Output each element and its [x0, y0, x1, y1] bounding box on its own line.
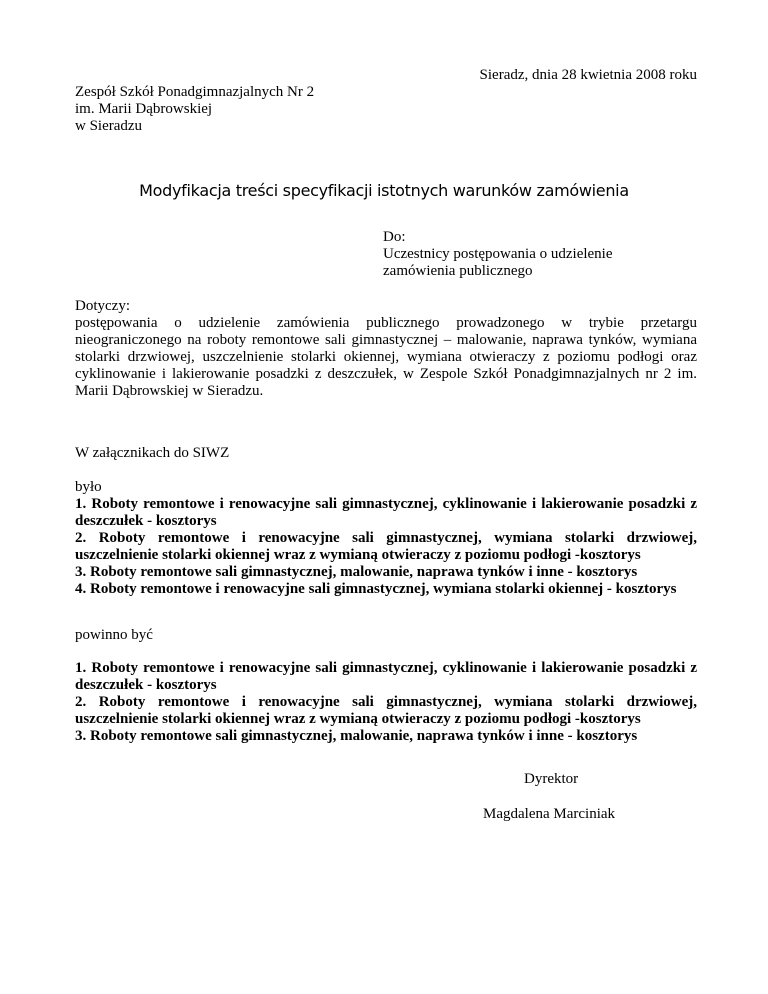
recipient-block: [383, 229, 613, 280]
concern-text: postępowania o udzielenie zamówienia publicznego prowadzonego w trybie przetargu nieograniczonego na roboty remontowe sali gimnastycznej – malowanie, naprawa tynków, wymiana stolarki drzwiowej, uszczelnienie stolarki okiennej, wymiana otwieraczy z poziomu podłogi oraz cyklinowanie i lakierowanie posadzki z deszczułek, w Zespole Szkół Ponadgimnazjalnych nr 2 im. Marii Dąbrowskiej w Sieradzu.: [75, 315, 697, 399]
signature-name: Magdalena Marciniak: [483, 806, 616, 822]
was-label: było: [75, 479, 102, 495]
was-item: 3. Roboty remontowe sali gimnastycznej, malowanie, naprawa tynków i inne - kosztorys: [75, 564, 638, 580]
recipient-line: zamówienia publicznego: [383, 263, 533, 279]
should-be-label: powinno być: [75, 627, 153, 643]
sender-address: [75, 84, 314, 135]
concern-label: Dotyczy:: [75, 298, 130, 314]
was-item: 2. Roboty remontowe i renowacyjne sali gimnastycznej, wymiana stolarki drzwiowej, uszczelnienie stolarki okiennej wraz z wymianą otwieraczy z poziomu podłogi -kosztorys: [75, 530, 697, 563]
document-title: Modyfikacja treści specyfikacji istotnych warunków zamówienia: [139, 181, 629, 200]
should-be-item: 1. Roboty remontowe i renowacyjne sali gimnastycznej, cyklinowanie i lakierowanie posadzki z deszczułek - kosztorys: [75, 660, 697, 693]
sender-line: im. Marii Dąbrowskiej: [75, 101, 213, 117]
annex-intro: W załącznikach do SIWZ: [75, 445, 230, 461]
was-item: 1. Roboty remontowe i renowacyjne sali gimnastycznej, cyklinowanie i lakierowanie posadzki z deszczułek - kosztorys: [75, 496, 697, 529]
was-item: 4. Roboty remontowe i renowacyjne sali gimnastycznej, wymiana stolarki okiennej - kosztorys: [75, 581, 677, 597]
should-be-item: 3. Roboty remontowe sali gimnastycznej, malowanie, naprawa tynków i inne - kosztorys: [75, 728, 638, 744]
signature-role: Dyrektor: [524, 771, 579, 787]
should-be-section: [75, 660, 697, 745]
document-date: Sieradz, dnia 28 kwietnia 2008 roku: [479, 67, 697, 83]
was-section: [75, 479, 697, 598]
sender-line: Zespół Szkół Ponadgimnazjalnych Nr 2: [75, 84, 315, 100]
recipient-line: Uczestnicy postępowania o udzielenie: [383, 246, 613, 262]
should-be-item: 2. Roboty remontowe i renowacyjne sali gimnastycznej, wymiana stolarki drzwiowej, uszczelnienie stolarki okiennej wraz z wymianą otwieraczy z poziomu podłogi -kosztorys: [75, 694, 697, 727]
sender-line: w Sieradzu: [75, 118, 143, 134]
recipient-label: Do:: [383, 229, 406, 245]
concern-section: [75, 298, 697, 400]
